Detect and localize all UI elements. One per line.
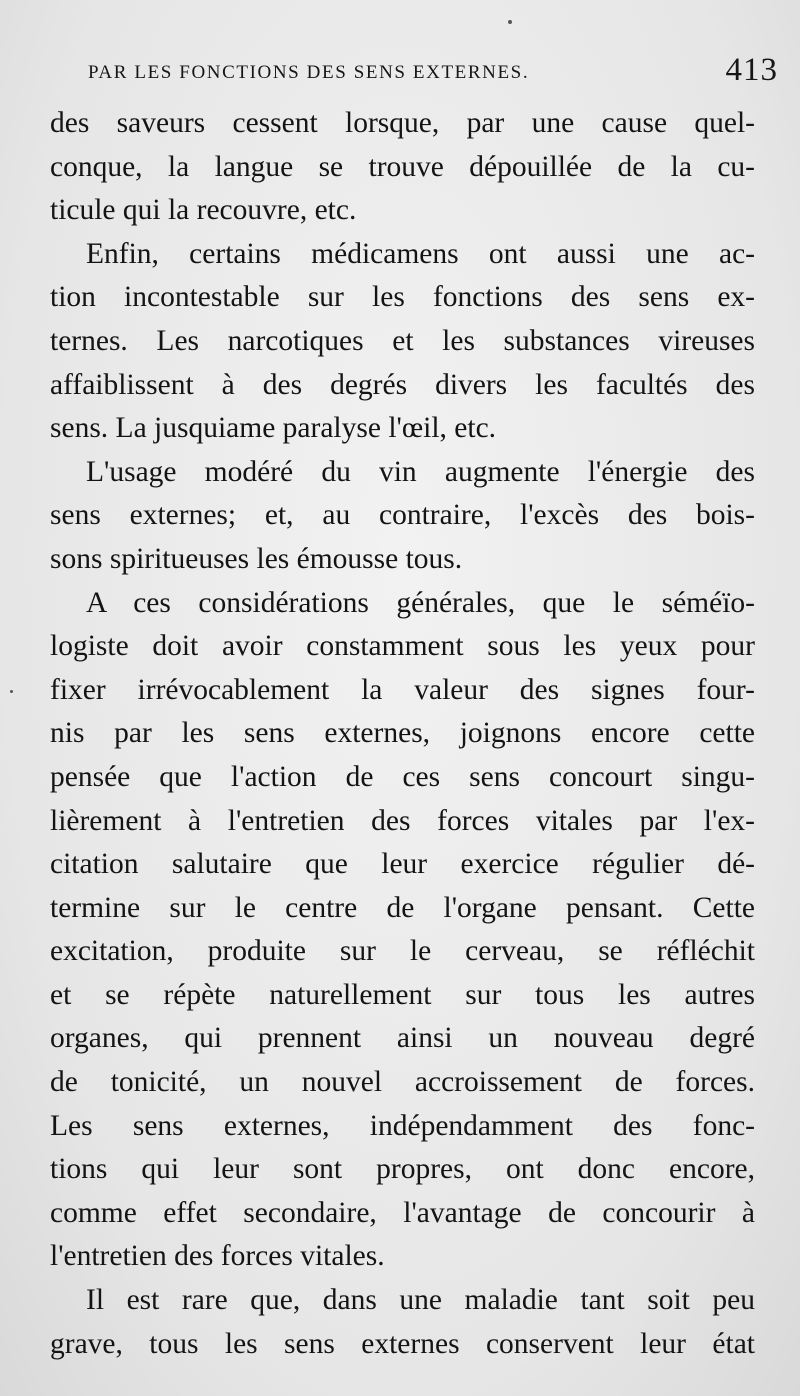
text-line: des saveurs cessent lorsque, par une cause quel-	[50, 107, 755, 139]
text-line: fixer irrévocablement la valeur des signes four-	[50, 673, 755, 706]
body-text	[50, 102, 755, 1366]
text-line: grave, tous les sens externes conservent leur état	[50, 1327, 755, 1360]
text-line: termine sur le centre de l'organe pensant. Cette	[50, 891, 755, 924]
text-line: tions qui leur sont propres, ont donc encore,	[50, 1153, 755, 1186]
text-line: L'usage modéré du vin augmente l'énergie des	[86, 455, 755, 488]
text-line: nis par les sens externes, joignons encore cette	[50, 717, 755, 750]
text-line: Les sens externes, indépendamment des fonc-	[50, 1109, 755, 1142]
text-line: pensée que l'action de ces sens concourt singu-	[50, 760, 755, 793]
text-line: Il est rare que, dans une maladie tant soit peu	[86, 1284, 755, 1317]
page-number: 413	[725, 52, 778, 88]
text-line: affaiblissent à des degrés divers les facultés des	[50, 368, 755, 401]
ink-speck	[508, 20, 512, 24]
text-line: Enfin, certains médicamens ont aussi une ac-	[86, 237, 755, 270]
text-line: lièrement à l'entretien des forces vitales par l'ex-	[50, 804, 755, 837]
text-line: l'entretien des forces vitales.	[50, 1240, 385, 1273]
page-header	[88, 52, 778, 94]
text-line: sens. La jusquiame paralyse l'œil, etc.	[50, 412, 497, 445]
text-line: comme effet secondaire, l'avantage de concourir à	[50, 1196, 755, 1229]
text-line: et se répète naturellement sur tous les autres	[50, 978, 755, 1011]
text-line: A ces considérations générales, que le séméïo-	[86, 586, 755, 619]
text-line: citation salutaire que leur exercice régulier dé-	[50, 848, 755, 881]
running-title: PAR LES FONCTIONS DES SENS EXTERNES.	[88, 62, 530, 83]
text-line: ternes. Les narcotiques et les substances vireuses	[50, 324, 755, 357]
text-line: tion incontestable sur les fonctions des sens ex-	[50, 281, 755, 314]
text-line: sens externes; et, au contraire, l'excès des bois-	[50, 499, 755, 532]
ink-speck	[10, 690, 13, 693]
text-line: conque, la langue se trouve dépouillée de la cu-	[50, 150, 755, 183]
text-line: sons spiritueuses les émousse tous.	[50, 542, 463, 575]
text-line: de tonicité, un nouvel accroissement de forces.	[50, 1066, 755, 1099]
text-line: organes, qui prennent ainsi un nouveau degré	[50, 1022, 755, 1055]
text-line: ticule qui la recouvre, etc.	[50, 194, 357, 227]
text-line: logiste doit avoir constamment sous les yeux pour	[50, 630, 755, 663]
text-line: excitation, produite sur le cerveau, se réfléchit	[50, 935, 755, 968]
